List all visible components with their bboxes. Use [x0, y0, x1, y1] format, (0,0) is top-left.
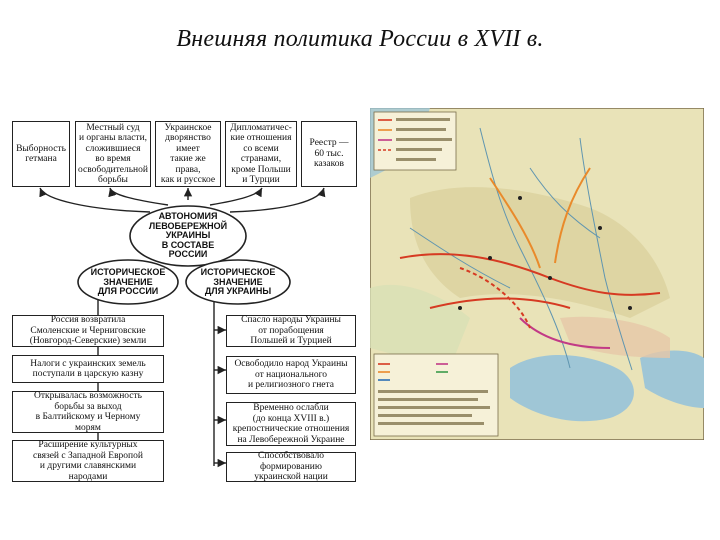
russia-box-seas: Открывалась возможность борьбы за выход в Балтийскому и Черному морям — [12, 391, 164, 433]
top-box-nobility: Украинское дворянство имеет такие же права, как и русское — [155, 121, 221, 187]
top-box-diplomacy: Дипломатичес- кие отношения со всеми странами, кроме Польши и Турции — [225, 121, 297, 187]
ukraine-box-nation: Способствовало формированию украинской нации — [226, 452, 356, 482]
top-box-hetman: Выборность гетмана — [12, 121, 70, 187]
russia-box-taxes: Налоги с украинских земель поступали в царскую казну — [12, 355, 164, 383]
connector-top-4 — [210, 188, 262, 205]
historical-map — [370, 108, 704, 440]
slide-title: Внешняя политика России в XVII в. — [176, 26, 544, 52]
right-oval-text: ИСТОРИЧЕСКОЕ ЗНАЧЕНИЕ ДЛЯ УКРАИНЫ — [200, 267, 276, 296]
ukraine-box-saved: Спасло народы Украины от порабощения Польшей и Турцией — [226, 315, 356, 347]
russia-box-culture: Расширение культурных связей с Западной Европой и другими славянскими народами — [12, 440, 164, 482]
left-oval-text: ИСТОРИЧЕСКОЕ ЗНАЧЕНИЕ ДЛЯ РОССИИ — [90, 267, 166, 296]
map-image — [370, 108, 704, 440]
connector-top-5 — [230, 188, 324, 212]
ukraine-box-serfdom: Временно ослабли (до конца XVIII в.) крепостнические отношения на Левобережной Украине — [226, 402, 356, 446]
top-box-court: Местный суд и органы власти, сложившиеся во время освободительной борьбы — [75, 121, 151, 187]
connector-top-2 — [110, 188, 168, 205]
ukraine-box-freed: Освободило народ Украины от национального и религиозного гнета — [226, 356, 356, 394]
top-box-register: Реестр — 60 тыс. казаков — [301, 121, 357, 187]
center-oval-text: АВТОНОМИЯ ЛЕВОБЕРЕЖНОЙ УКРАИНЫ В СОСТАВЕ РОССИИ — [148, 211, 228, 259]
russia-box-lands: Россия возвратила Смоленские и Черниговские (Новгород-Северские) земли — [12, 315, 164, 347]
connector-top-1 — [40, 188, 150, 212]
